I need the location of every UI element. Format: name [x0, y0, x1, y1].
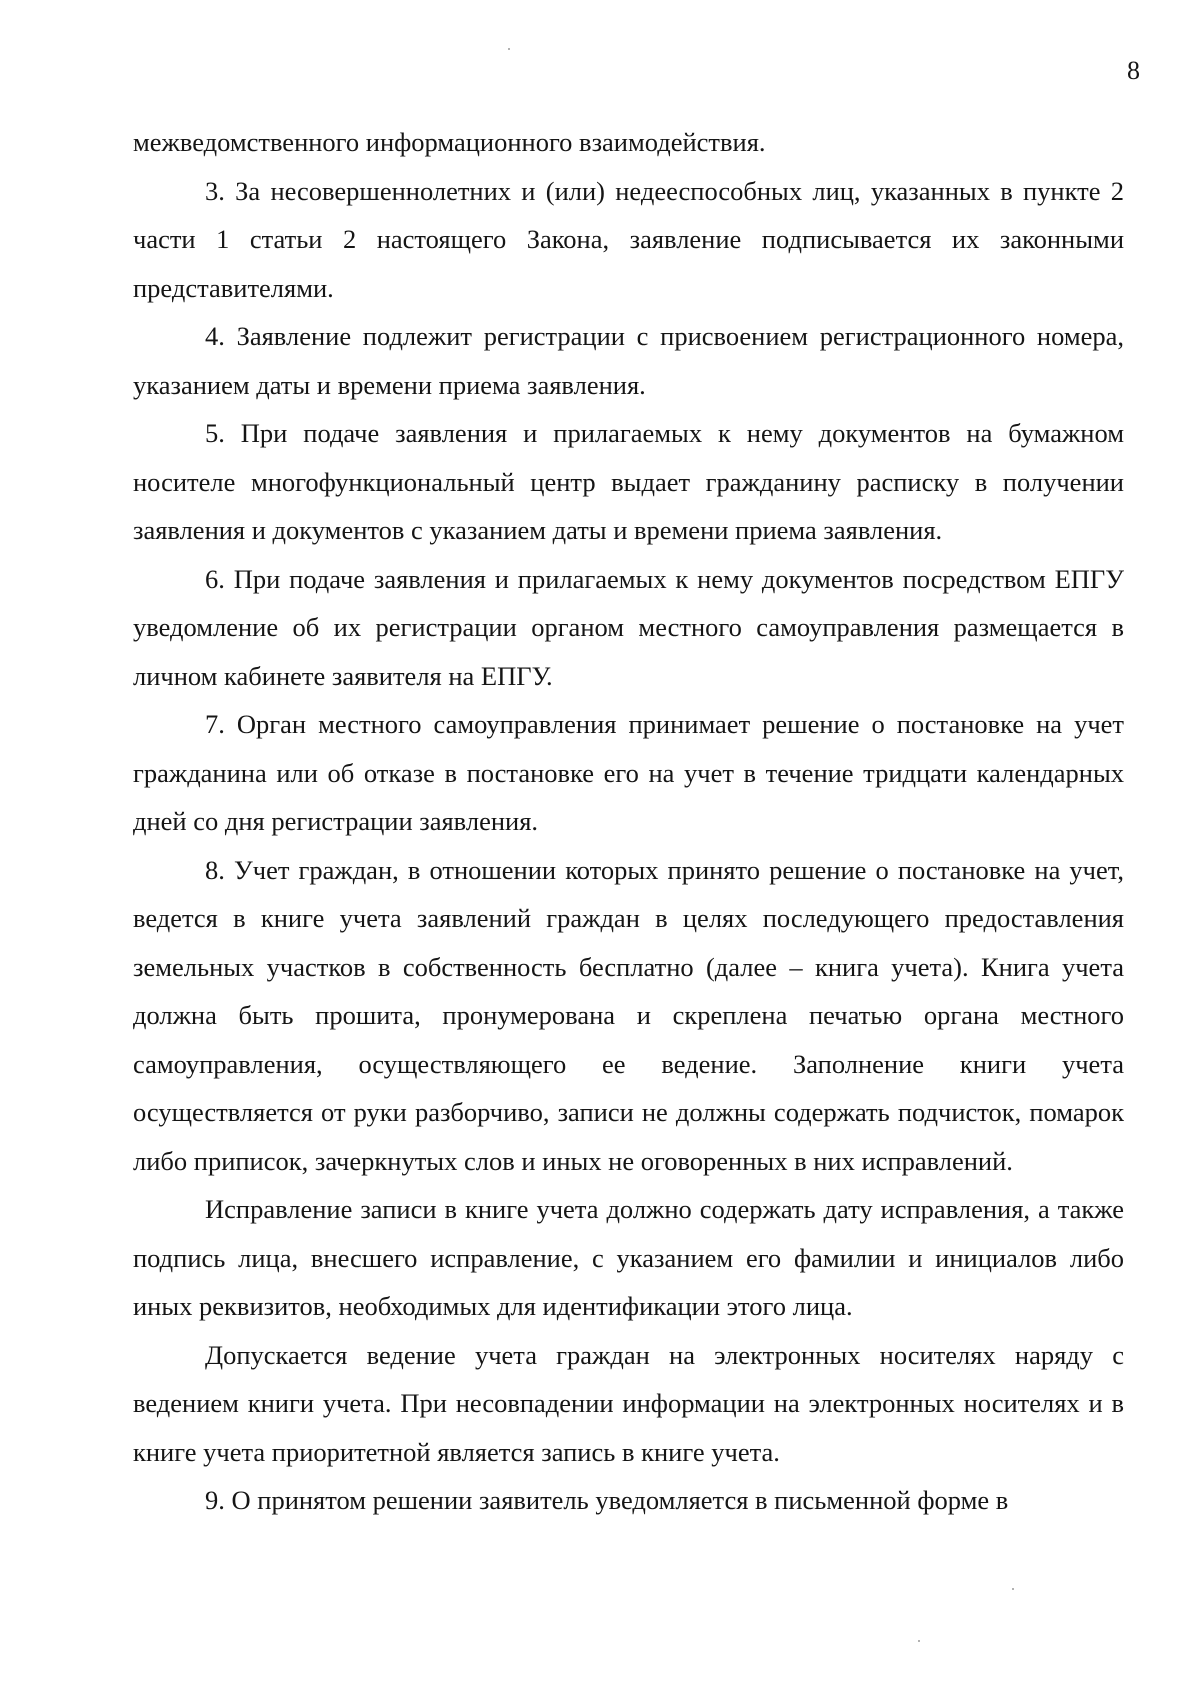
- paragraph-continuation: межведомственного информационного взаимодействия.: [133, 127, 766, 157]
- page-number: 8: [1127, 56, 1140, 85]
- paragraph-correction-rules: Исправление записи в книге учета должно содержать дату исправления, а также подпись лица, внесшего исправление, с указанием его фамилии и инициалов либо иных реквизитов, необходимых для идентификации этого лица.: [133, 1194, 1124, 1321]
- paragraph-item-6: 6. При подаче заявления и прилагаемых к нему документов посредством ЕПГУ уведомление об их регистрации органом местного самоуправления размещается в личном кабинете заявителя на ЕПГУ.: [133, 563, 1124, 691]
- document-body: [133, 118, 1124, 1525]
- paragraph-item-4: 4. Заявление подлежит регистрации с присвоением регистрационного номера, указанием даты и времени приема заявления.: [133, 321, 1124, 400]
- scan-speck: [918, 1640, 920, 1642]
- scan-speck: [1012, 1588, 1014, 1590]
- paragraph-item-9: 9. О принятом решении заявитель уведомляется в письменной форме в: [205, 1485, 1009, 1515]
- paragraph-item-8: 8. Учет граждан, в отношении которых принято решение о постановке на учет, ведется в книге учета заявлений граждан в целях последующего предоставления земельных участков в собственность бесплатно (далее – книга учета). Книга учета должна быть прошита, пронумерована и скреплена печатью органа местного самоуправления, осуществляющего ее ведение. Заполнение книги учета осуществляется от руки разборчиво, записи не должны содержать подчисток, помарок либо приписок, зачеркнутых слов и иных не оговоренных в них исправлений.: [133, 854, 1124, 1176]
- scan-speck: [508, 48, 510, 50]
- paragraph-electronic-records: Допускается ведение учета граждан на электронных носителях наряду с ведением книги учета. При несовпадении информации на электронных носителях и в книге учета приоритетной является запись в книге учета.: [133, 1339, 1124, 1467]
- paragraph-item-3: 3. За несовершеннолетних и (или) недееспособных лиц, указанных в пункте 2 части 1 статьи 2 настоящего Закона, заявление подписывается их законными представителями.: [133, 175, 1124, 303]
- paragraph-item-7: 7. Орган местного самоуправления принимает решение о постановке на учет гражданина или об отказе в постановке его на учет в течение тридцати календарных дней со дня регистрации заявления.: [133, 709, 1124, 836]
- paragraph-item-5: 5. При подаче заявления и прилагаемых к нему документов на бумажном носителе многофункциональный центр выдает гражданину расписку в получении заявления и документов с указанием даты и времени приема заявления.: [133, 418, 1124, 545]
